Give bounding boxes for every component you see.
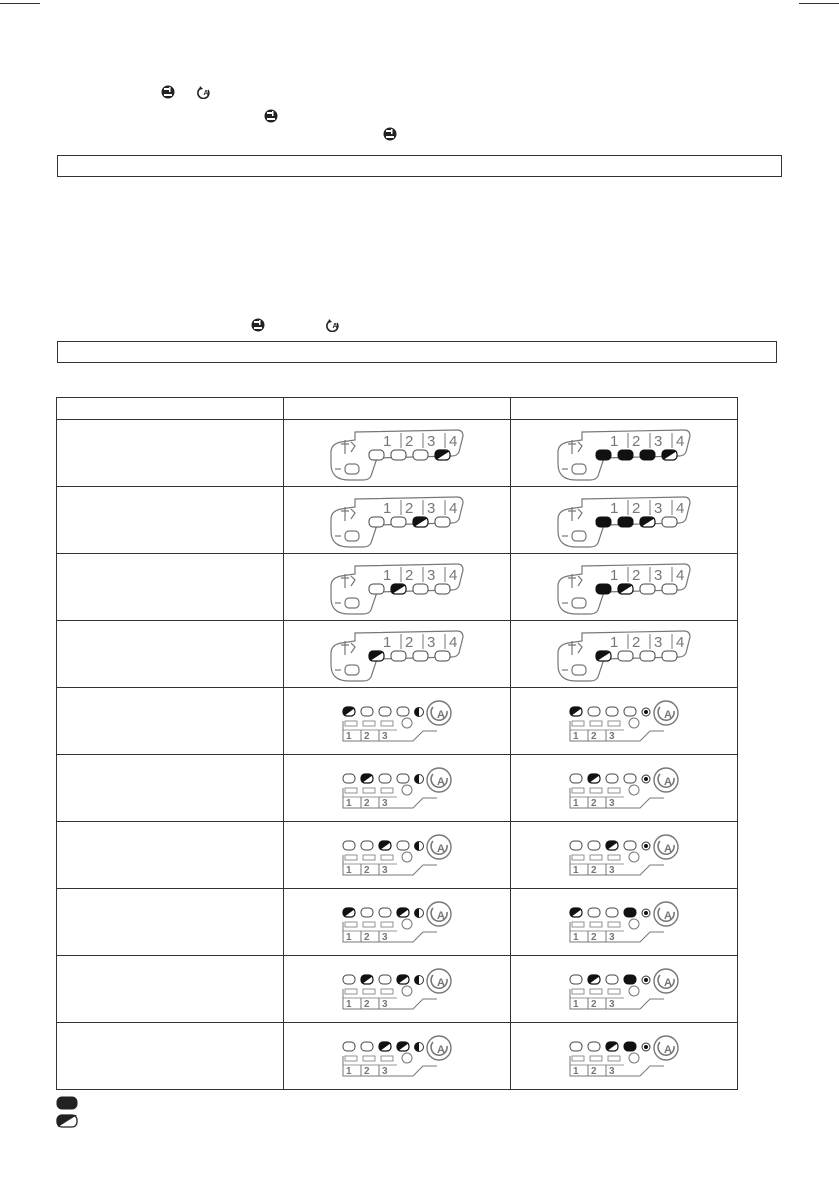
mode-number-label: 3 xyxy=(609,865,615,876)
table-row xyxy=(57,956,738,1023)
mode-number-label: 3 xyxy=(609,932,615,943)
mode-number-label: 3 xyxy=(382,798,388,809)
indicator-led xyxy=(361,774,373,783)
indicator-led xyxy=(588,774,600,783)
auto-mode-indicator xyxy=(415,909,424,918)
mode-number-label: 3 xyxy=(609,1066,615,1077)
mode-number-label: 3 xyxy=(382,731,388,742)
speed-indicator-panel xyxy=(554,558,694,616)
speed-indicator-panel xyxy=(327,491,467,549)
indicator-led xyxy=(588,1042,600,1051)
indicator-led xyxy=(570,1042,582,1051)
mode-number-label: 3 xyxy=(382,1066,388,1077)
speed-indicator-panel xyxy=(554,625,694,683)
indicator-led xyxy=(379,707,391,716)
indicator-led xyxy=(570,774,582,783)
auto-mode-glyph: A xyxy=(437,1044,445,1056)
table-row xyxy=(57,487,738,554)
table-cell xyxy=(284,487,511,554)
indicator-led xyxy=(624,908,636,917)
indicator-led xyxy=(588,908,600,917)
indicator-led xyxy=(588,707,600,716)
table-cell xyxy=(57,755,284,822)
mode-number-label: 3 xyxy=(609,798,615,809)
indicator-led xyxy=(570,908,582,917)
indicator-led xyxy=(570,707,582,716)
speed-number-label: 1 xyxy=(383,500,392,517)
speed-number-label: 2 xyxy=(405,567,414,584)
indicator-led xyxy=(662,517,677,527)
mode-number-label: 2 xyxy=(364,999,370,1010)
indicator-led xyxy=(624,774,636,783)
indicator-led xyxy=(606,908,618,917)
indicator-led xyxy=(606,707,618,716)
speed-number-label: 1 xyxy=(610,567,619,584)
mode-indicator-panel xyxy=(327,697,467,745)
speed-number-label: 3 xyxy=(654,500,663,517)
speed-number-label: 4 xyxy=(676,567,685,584)
indicator-led xyxy=(570,841,582,850)
indicator-led xyxy=(640,584,655,594)
speed-number-label: 4 xyxy=(676,634,685,651)
mode-number-label: 1 xyxy=(346,999,352,1010)
indicator-led xyxy=(379,774,391,783)
mode-number-label: 3 xyxy=(609,999,615,1010)
indicator-led xyxy=(369,450,384,460)
table-row xyxy=(57,621,738,688)
indicator-led xyxy=(413,584,428,594)
table-row xyxy=(57,889,738,956)
speed-number-label: 1 xyxy=(610,500,619,517)
indicator-led xyxy=(570,975,582,984)
indicator-led xyxy=(379,975,391,984)
auto-mode-indicator xyxy=(415,976,424,985)
indicator-led xyxy=(413,517,428,527)
speed-number-label: 3 xyxy=(427,567,436,584)
indicator-led xyxy=(640,450,655,460)
auto-mode-indicator xyxy=(415,1043,424,1052)
indicator-led xyxy=(618,517,633,527)
speed-number-label: 3 xyxy=(654,634,663,651)
mode-indicator-panel xyxy=(554,898,694,946)
indicator-table xyxy=(56,397,738,1090)
speed-number-label: 3 xyxy=(654,433,663,450)
mode-number-label: 2 xyxy=(364,798,370,809)
table-cell xyxy=(511,487,738,554)
mode-indicator-panel xyxy=(327,764,467,812)
indicator-led xyxy=(435,450,450,460)
indicator-led xyxy=(606,841,618,850)
mode-number-label: 1 xyxy=(573,865,579,876)
indicator-led xyxy=(618,651,633,661)
table-cell xyxy=(284,956,511,1023)
speed-number-label: 2 xyxy=(632,567,641,584)
led-blink-icon xyxy=(56,1114,78,1128)
table-cell xyxy=(57,688,284,755)
table-cell xyxy=(511,956,738,1023)
indicator-led xyxy=(662,584,677,594)
indicator-led xyxy=(369,517,384,527)
mode-number-label: 2 xyxy=(364,731,370,742)
indicator-led xyxy=(379,908,391,917)
header-rule xyxy=(0,0,839,8)
mode-number-label: 2 xyxy=(591,865,597,876)
mode-number-label: 2 xyxy=(591,1066,597,1077)
auto-mode-glyph: A xyxy=(664,1044,672,1056)
indicator-led xyxy=(397,1042,409,1051)
mode-number-label: 1 xyxy=(346,731,352,742)
auto-mode-indicator xyxy=(415,708,424,717)
auto-mode-glyph: A xyxy=(664,776,672,788)
mode-indicator-panel xyxy=(554,697,694,745)
indicator-led xyxy=(397,908,409,917)
table-row xyxy=(57,822,738,889)
indicator-led xyxy=(624,975,636,984)
indicator-led xyxy=(391,517,406,527)
table-cell xyxy=(511,420,738,487)
speed-number-label: 4 xyxy=(449,634,458,651)
indicator-led xyxy=(391,450,406,460)
mode-indicator-panel xyxy=(327,965,467,1013)
indicator-led xyxy=(343,1042,355,1051)
table-row xyxy=(57,755,738,822)
speed-number-label: 1 xyxy=(610,433,619,450)
auto-mode-icon xyxy=(197,85,211,99)
mode-number-label: 3 xyxy=(382,932,388,943)
auto-mode-glyph: A xyxy=(664,910,672,922)
mode-indicator-panel xyxy=(554,764,694,812)
table-cell xyxy=(511,554,738,621)
speed-number-label: 3 xyxy=(427,500,436,517)
indicator-led xyxy=(413,651,428,661)
speed-number-label: 2 xyxy=(405,433,414,450)
mode-number-label: 1 xyxy=(346,932,352,943)
speed-number-label: 3 xyxy=(427,433,436,450)
indicator-led xyxy=(369,584,384,594)
indicator-led xyxy=(596,584,611,594)
indicator-led xyxy=(588,841,600,850)
table-header-cell xyxy=(284,398,511,420)
mode-indicator-panel xyxy=(327,898,467,946)
speed-indicator-panel xyxy=(327,424,467,482)
svg-text:A: A xyxy=(332,323,338,330)
speed-indicator-panel xyxy=(327,558,467,616)
mode-number-label: 1 xyxy=(573,731,579,742)
mode-indicator-panel xyxy=(327,1032,467,1080)
speed-number-label: 4 xyxy=(676,500,685,517)
table-cell xyxy=(284,755,511,822)
mode-number-label: 3 xyxy=(609,731,615,742)
indicator-led xyxy=(435,651,450,661)
mode-number-label: 1 xyxy=(573,798,579,809)
mode-number-label: 3 xyxy=(382,999,388,1010)
indicator-led xyxy=(379,1042,391,1051)
indicator-led xyxy=(343,908,355,917)
mode-number-label: 2 xyxy=(591,932,597,943)
mode-number-label: 1 xyxy=(573,999,579,1010)
table-cell xyxy=(284,1023,511,1090)
auto-mode-icon xyxy=(326,318,340,332)
table-row xyxy=(57,554,738,621)
speed-number-label: 3 xyxy=(654,567,663,584)
table-cell xyxy=(284,554,511,621)
table-row xyxy=(57,1023,738,1090)
mode-number-label: 1 xyxy=(573,1066,579,1077)
indicator-led xyxy=(596,651,611,661)
indicator-led xyxy=(361,1042,373,1051)
indicator-led xyxy=(361,841,373,850)
indicator-led xyxy=(624,1042,636,1051)
indicator-led xyxy=(361,975,373,984)
indicator-led xyxy=(413,450,428,460)
note-box-2 xyxy=(57,341,777,363)
auto-mode-indicator xyxy=(642,976,650,984)
drill-mode-icon xyxy=(383,127,397,141)
table-header-cell xyxy=(511,398,738,420)
indicator-led xyxy=(361,707,373,716)
speed-number-label: 4 xyxy=(449,433,458,450)
mode-indicator-panel xyxy=(554,1032,694,1080)
indicator-led xyxy=(397,975,409,984)
auto-mode-indicator xyxy=(642,1043,650,1051)
speed-number-label: 2 xyxy=(632,500,641,517)
speed-number-label: 2 xyxy=(632,634,641,651)
speed-number-label: 2 xyxy=(405,634,414,651)
indicator-led xyxy=(391,584,406,594)
table-cell xyxy=(57,956,284,1023)
speed-number-label: 4 xyxy=(449,500,458,517)
auto-mode-glyph: A xyxy=(437,709,445,721)
mode-number-label: 1 xyxy=(573,932,579,943)
speed-number-label: 1 xyxy=(383,567,392,584)
speed-number-label: 1 xyxy=(383,634,392,651)
indicator-led xyxy=(596,450,611,460)
svg-text:A: A xyxy=(203,90,209,97)
auto-mode-glyph: A xyxy=(664,709,672,721)
table-cell xyxy=(511,1023,738,1090)
table-row xyxy=(57,688,738,755)
indicator-led xyxy=(343,841,355,850)
mode-indicator-panel xyxy=(554,831,694,879)
speed-indicator-panel xyxy=(554,491,694,549)
indicator-led xyxy=(606,975,618,984)
table-cell xyxy=(284,889,511,956)
mode-indicator-panel xyxy=(327,831,467,879)
table-cell xyxy=(57,420,284,487)
drill-mode-icon xyxy=(161,85,175,99)
auto-mode-glyph: A xyxy=(437,843,445,855)
mode-number-label: 1 xyxy=(346,798,352,809)
mode-number-label: 1 xyxy=(346,1066,352,1077)
table-cell xyxy=(511,688,738,755)
drill-mode-icon xyxy=(264,109,278,123)
mode-number-label: 2 xyxy=(591,731,597,742)
table-cell xyxy=(57,889,284,956)
table-header-cell xyxy=(57,398,284,420)
indicator-led xyxy=(606,1042,618,1051)
indicator-led xyxy=(640,651,655,661)
auto-mode-glyph: A xyxy=(664,843,672,855)
speed-number-label: 3 xyxy=(427,634,436,651)
table-header-row xyxy=(57,398,738,420)
header-rule-right xyxy=(799,3,839,4)
speed-number-label: 4 xyxy=(676,433,685,450)
table-cell xyxy=(284,420,511,487)
indicator-led xyxy=(588,975,600,984)
speed-number-label: 1 xyxy=(383,433,392,450)
mode-number-label: 2 xyxy=(364,1066,370,1077)
table-cell xyxy=(284,822,511,889)
indicator-led xyxy=(361,908,373,917)
indicator-led xyxy=(618,450,633,460)
speed-number-label: 1 xyxy=(610,634,619,651)
indicator-led xyxy=(435,517,450,527)
indicator-led xyxy=(640,517,655,527)
drill-mode-icon xyxy=(251,318,265,332)
auto-mode-indicator xyxy=(415,842,424,851)
table-cell xyxy=(511,889,738,956)
auto-mode-glyph: A xyxy=(664,977,672,989)
table-cell xyxy=(284,688,511,755)
auto-mode-glyph: A xyxy=(437,977,445,989)
mode-number-label: 2 xyxy=(591,798,597,809)
indicator-led xyxy=(618,584,633,594)
indicator-led xyxy=(379,841,391,850)
mode-indicator-panel xyxy=(554,965,694,1013)
speed-number-label: 2 xyxy=(632,433,641,450)
table-row xyxy=(57,420,738,487)
auto-mode-indicator xyxy=(642,775,650,783)
mode-number-label: 3 xyxy=(382,865,388,876)
auto-mode-indicator xyxy=(642,909,650,917)
table-cell xyxy=(57,621,284,688)
table-cell xyxy=(57,487,284,554)
auto-mode-glyph: A xyxy=(437,776,445,788)
speed-indicator-panel xyxy=(327,625,467,683)
table-cell xyxy=(511,822,738,889)
indicator-led xyxy=(391,651,406,661)
table-cell xyxy=(511,755,738,822)
indicator-led xyxy=(662,450,677,460)
indicator-led xyxy=(624,707,636,716)
table-cell xyxy=(284,621,511,688)
mode-number-label: 2 xyxy=(591,999,597,1010)
indicator-led xyxy=(397,841,409,850)
header-rule-left xyxy=(0,3,40,4)
mode-number-label: 2 xyxy=(364,932,370,943)
indicator-led xyxy=(369,651,384,661)
auto-mode-indicator xyxy=(642,842,650,850)
indicator-led xyxy=(343,707,355,716)
auto-mode-indicator xyxy=(415,775,424,784)
speed-number-label: 4 xyxy=(449,567,458,584)
auto-mode-indicator xyxy=(642,708,650,716)
indicator-led xyxy=(624,841,636,850)
table-cell xyxy=(57,822,284,889)
table-cell xyxy=(57,554,284,621)
indicator-led xyxy=(662,651,677,661)
mode-number-label: 1 xyxy=(346,865,352,876)
table-cell xyxy=(57,1023,284,1090)
speed-number-label: 2 xyxy=(405,500,414,517)
speed-indicator-panel xyxy=(554,424,694,482)
indicator-led xyxy=(343,975,355,984)
table-cell xyxy=(511,621,738,688)
led-on-icon xyxy=(56,1096,78,1110)
indicator-led xyxy=(435,584,450,594)
indicator-led xyxy=(606,774,618,783)
mode-number-label: 2 xyxy=(364,865,370,876)
auto-mode-glyph: A xyxy=(437,910,445,922)
indicator-led xyxy=(397,774,409,783)
note-box-1 xyxy=(57,155,782,177)
indicator-led xyxy=(596,517,611,527)
indicator-led xyxy=(343,774,355,783)
indicator-led xyxy=(397,707,409,716)
